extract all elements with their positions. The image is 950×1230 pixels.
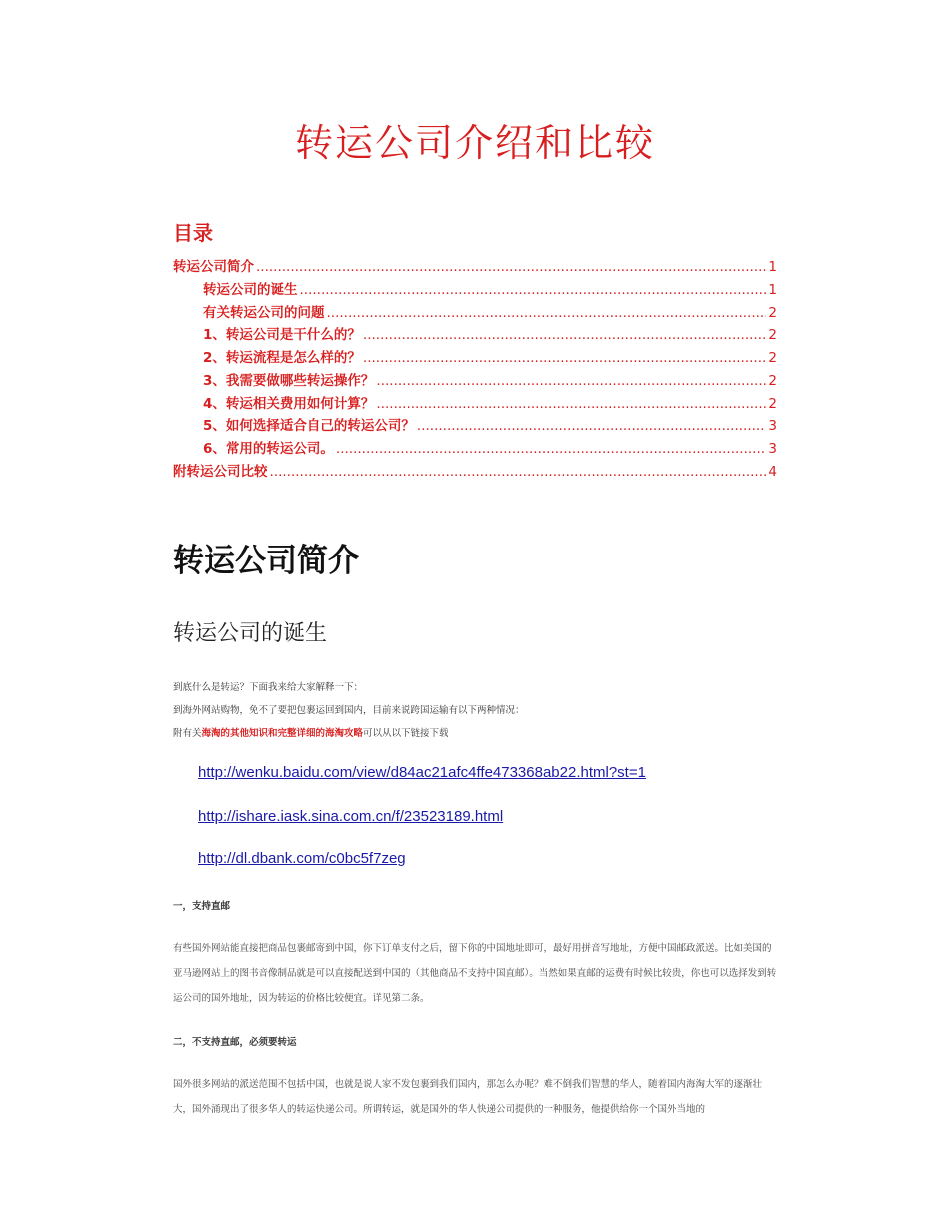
toc-entry[interactable] <box>173 392 777 415</box>
toc-entry[interactable] <box>173 414 777 437</box>
toc-entry-page: 2 <box>768 304 777 321</box>
toc-entry[interactable] <box>173 460 777 483</box>
toc-entry-label: 3、我需要做哪些转运操作？ <box>203 372 375 389</box>
toc-entry-label: 2、转运流程是怎么样的？ <box>203 350 361 366</box>
table-of-contents <box>173 255 777 483</box>
toc-entry-label: 6、常用的转运公司。 <box>203 441 334 457</box>
toc-entry[interactable] <box>173 437 777 460</box>
toc-entry-page: 2 <box>768 395 777 412</box>
toc-entry[interactable] <box>173 369 777 392</box>
highlight-text: 海淘的其他知识和完整详细的海淘攻略 <box>201 728 364 739</box>
paragraph: 有些国外网站能直接把商品包裹邮寄到中国，你下订单支付之后，留下你的中国地址即可，最好用拼音写地址，方便中国邮政派送。比如美国的亚马逊网站上的图书音像制品就是可以直接配送到中国的（其他商品不支持中国直邮）。当然如果直邮的运费有时候比较贵，你也可以选择发到转运公司的国外地址，因为转运的价格比较便宜。详见第二条。 <box>173 943 777 1004</box>
toc-entry[interactable] <box>173 323 777 346</box>
document-title: 转运公司介绍和比较 <box>294 121 655 165</box>
toc-entry-page: 3 <box>768 418 777 435</box>
toc-entry-label: 有关转运公司的问题 <box>203 304 325 321</box>
toc-entry[interactable] <box>173 255 777 278</box>
toc-entry-page: 2 <box>768 372 777 389</box>
subsection-heading: 转运公司的诞生 <box>173 621 328 646</box>
toc-entry-label: 5、如何选择适合自己的转运公司？ <box>203 418 415 435</box>
subsection-title: 一，支持直邮 <box>173 901 231 912</box>
toc-entry-page: 4 <box>768 463 777 480</box>
download-link[interactable]: http://wenku.baidu.com/view/d84ac21afc4ffe473368ab22.html?st=1 <box>198 764 646 781</box>
toc-entry-page: 3 <box>768 441 777 457</box>
subsection-title: 二，不支持直邮，必须要转运 <box>173 1037 297 1048</box>
intro-line: 到海外网站购物，免不了要把包裹运回到国内，目前来说跨国运输有以下两种情况： <box>173 705 525 716</box>
download-link[interactable]: http://dl.dbank.com/c0bc5f7zeg <box>198 850 406 867</box>
toc-entry-label: 1、转运公司是干什么的？ <box>203 327 361 344</box>
toc-entry-page: 2 <box>768 350 777 366</box>
toc-entry[interactable] <box>173 301 777 324</box>
paragraph: 国外很多网站的派送范围不包括中国，也就是说人家不发包裹到我们国内，那怎么办呢？难不倒我们智慧的华人，随着国内海淘大军的逐渐壮大，国外涌现出了很多华人的转运快递公司。所谓转运，就是国外的华人快递公司提供的一种服务，他提供给你一个国外当地的 <box>173 1079 763 1115</box>
intro-line: 到底什么是转运？下面我来给大家解释一下： <box>173 682 364 693</box>
download-link[interactable]: http://ishare.iask.sina.com.cn/f/23523189.html <box>198 808 504 825</box>
section-heading: 转运公司简介 <box>173 543 359 579</box>
toc-entry-page: 2 <box>768 327 777 344</box>
toc-entry-page: 1 <box>768 259 777 275</box>
toc-entry[interactable] <box>173 278 777 301</box>
toc-heading: 目录 <box>173 221 213 245</box>
toc-entry-label: 转运公司的诞生 <box>203 281 298 298</box>
toc-entry-label: 转运公司简介 <box>173 259 254 275</box>
intro-line: 附有关海淘的其他知识和完整详细的海淘攻略可以从以下链接下载 <box>173 728 449 739</box>
toc-entry-label: 附转运公司比较 <box>173 463 268 480</box>
toc-entry-label: 4、转运相关费用如何计算？ <box>203 395 375 412</box>
toc-entry-page: 1 <box>768 281 777 298</box>
toc-entry[interactable] <box>173 346 777 369</box>
